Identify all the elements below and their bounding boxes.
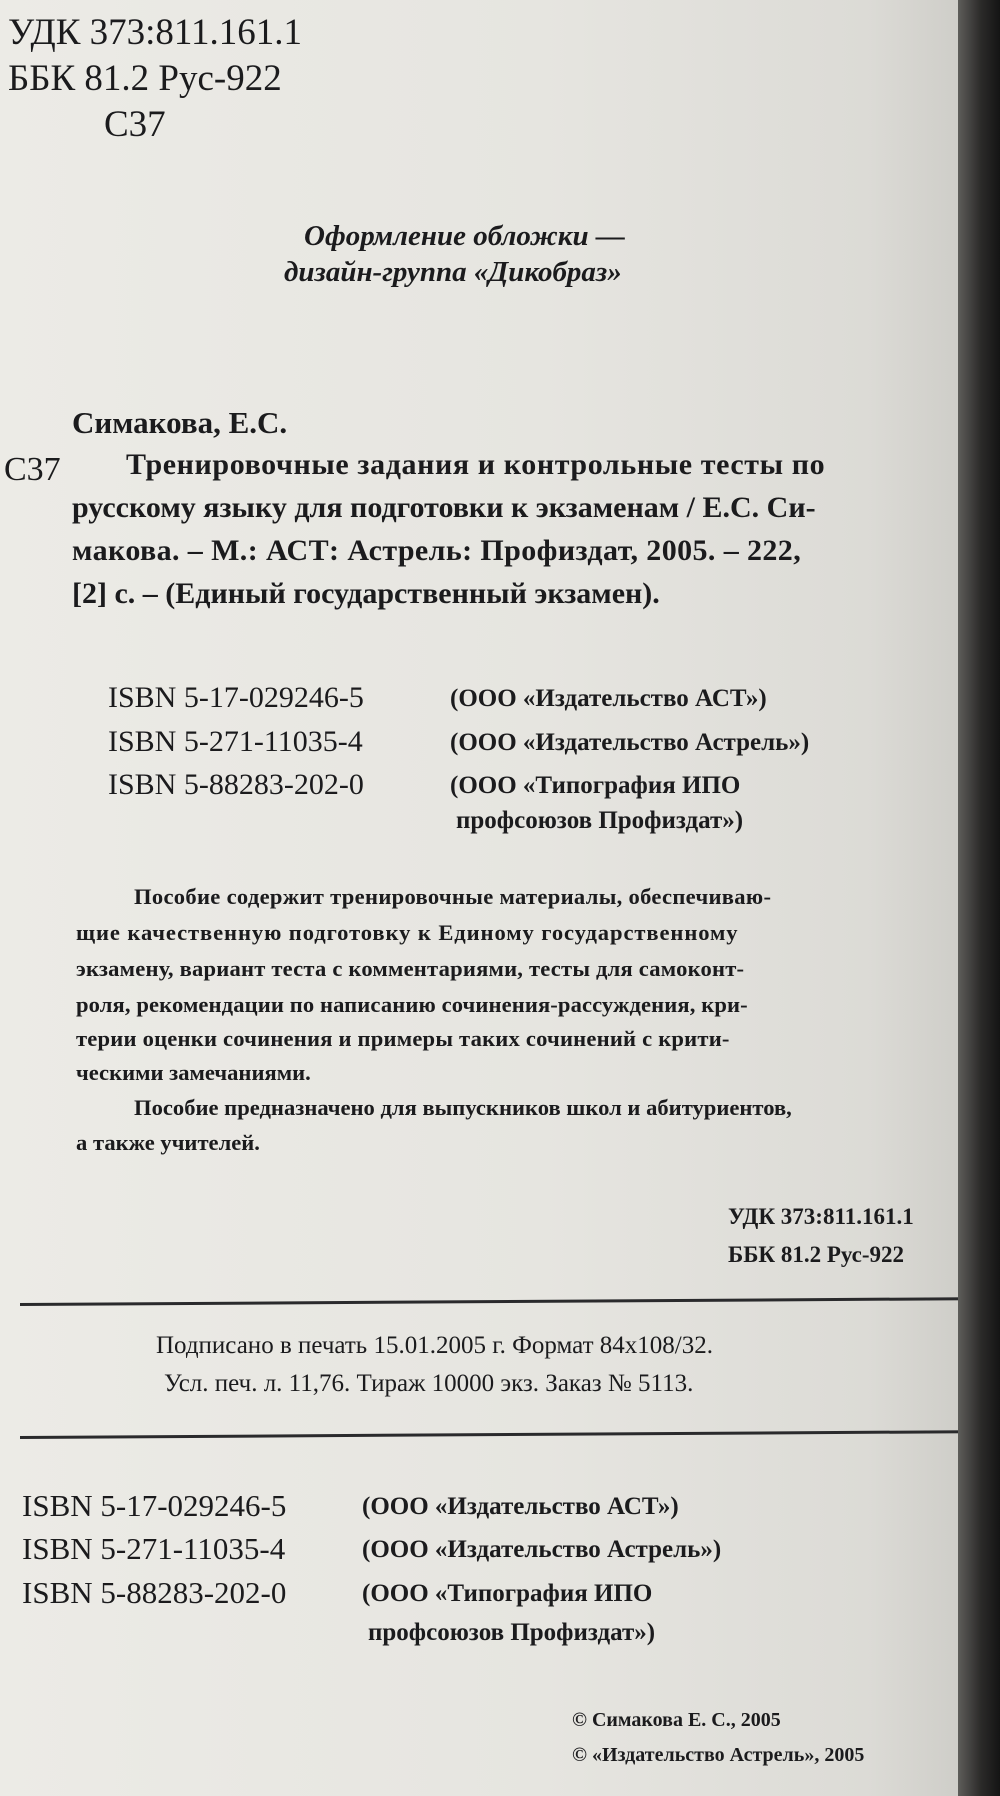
bib-line-2: русскому языку для подготовки к экзаменам / Е.С. Си- bbox=[72, 491, 816, 524]
isbn-number: ISBN 5-271-11035-4 bbox=[22, 1531, 286, 1566]
annotation-line: экзамену, вариант теста с комментариями, тесты для самоконт- bbox=[76, 956, 745, 981]
book-binding-edge bbox=[958, 0, 1000, 1796]
bbk-code-top: ББК 81.2 Рус-922 bbox=[8, 58, 282, 99]
bbk-code-right: ББК 81.2 Рус-922 bbox=[728, 1242, 905, 1267]
isbn-publisher: (ООО «Издательство АСТ») bbox=[450, 685, 767, 712]
print-info-line-1: Подписано в печать 15.01.2005 г. Формат 84х108/32. bbox=[156, 1332, 713, 1359]
print-info-line-2: Усл. печ. л. 11,76. Тираж 10000 экз. Заказ № 5113. bbox=[164, 1370, 694, 1397]
divider-lower bbox=[20, 1430, 985, 1439]
bib-line-1: Тренировочные задания и контрольные тесты по bbox=[126, 448, 826, 481]
cover-design-line-2: дизайн-группа «Дикобраз» bbox=[284, 256, 622, 288]
annotation-line: роля, рекомендации по написанию сочинения-рассуждения, кри- bbox=[76, 992, 748, 1017]
isbn-publisher: (ООО «Издательство АСТ») bbox=[362, 1493, 679, 1520]
annotation-line: Пособие содержит тренировочные материалы, обеспечиваю- bbox=[134, 884, 772, 909]
isbn-publisher: (ООО «Типография ИПО bbox=[450, 772, 741, 799]
isbn-publisher: профсоюзов Профиздат») bbox=[456, 807, 744, 834]
bib-mark: С37 bbox=[4, 451, 61, 488]
copyright-line-2: © «Издательство Астрель», 2005 bbox=[572, 1744, 865, 1766]
isbn-number: ISBN 5-17-029246-5 bbox=[108, 681, 364, 714]
cover-design-line-1: Оформление обложки — bbox=[304, 220, 625, 252]
divider-upper bbox=[20, 1297, 985, 1306]
author-mark-top: С37 bbox=[104, 104, 166, 145]
isbn-publisher: (ООО «Издательство Астрель») bbox=[362, 1536, 722, 1563]
udk-code-right: УДК 373:811.161.1 bbox=[728, 1204, 914, 1229]
isbn-publisher: профсоюзов Профиздат») bbox=[368, 1619, 656, 1646]
annotation-line: Пособие предназначено для выпускников школ и абитуриентов, bbox=[134, 1095, 792, 1120]
copyright-line-1: © Симакова Е. С., 2005 bbox=[572, 1709, 781, 1731]
isbn-publisher: (ООО «Типография ИПО bbox=[362, 1580, 653, 1607]
bib-line-3: макова. – М.: АСТ: Астрель: Профиздат, 2005. – 222, bbox=[72, 534, 802, 567]
annotation-line: щие качественную подготовку к Единому государственному bbox=[76, 920, 739, 945]
isbn-number: ISBN 5-88283-202-0 bbox=[22, 1575, 287, 1610]
annotation-line: а также учителей. bbox=[76, 1130, 260, 1155]
udk-code-top: УДК 373:811.161.1 bbox=[8, 12, 303, 53]
isbn-number: ISBN 5-17-029246-5 bbox=[22, 1488, 287, 1523]
annotation-line: терии оценки сочинения и примеры таких сочинений с крити- bbox=[76, 1026, 730, 1051]
isbn-publisher: (ООО «Издательство Астрель») bbox=[450, 729, 810, 756]
bib-line-4: [2] с. – (Единый государственный экзамен). bbox=[72, 577, 660, 610]
bib-author: Симакова, Е.С. bbox=[72, 405, 288, 440]
annotation-line: ческими замечаниями. bbox=[76, 1060, 311, 1085]
isbn-number: ISBN 5-88283-202-0 bbox=[108, 768, 364, 801]
isbn-number: ISBN 5-271-11035-4 bbox=[108, 725, 363, 758]
